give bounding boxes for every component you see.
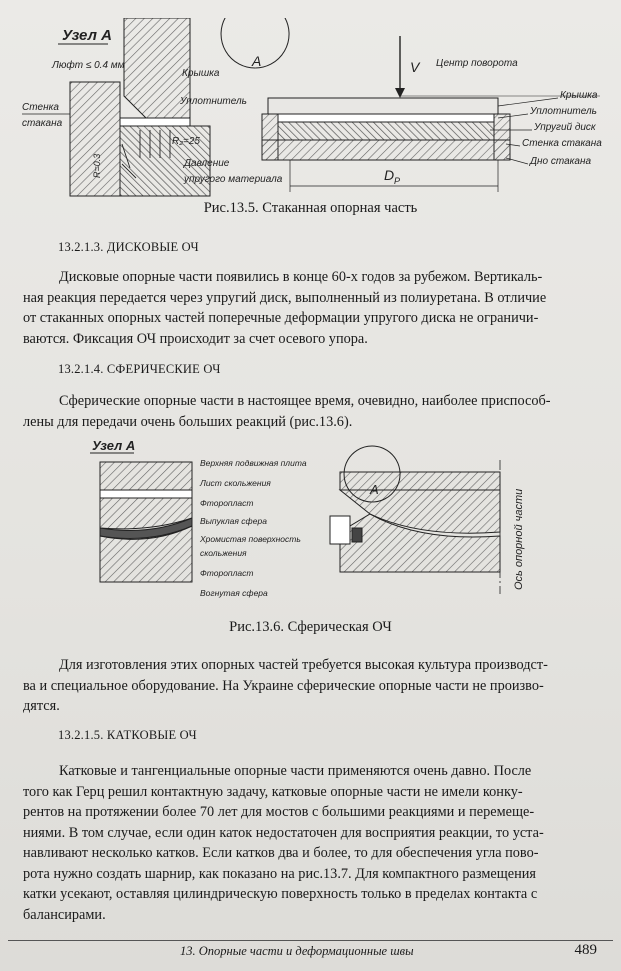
fig2-label-6: скольжения (200, 548, 247, 558)
fig1-a-label: A (252, 53, 262, 69)
section-spherical-heading: 13.2.1.4. СФЕРИЧЕСКИЕ ОЧ (58, 362, 221, 376)
fig1-v-label: V (410, 59, 420, 75)
fig2-label-1: Верхняя подвижная плита (200, 458, 307, 468)
section-disk-line-4: ваются. Фиксация ОЧ происходит за счет осевого упора. (23, 330, 368, 347)
fig1-cover-label: Крышка (560, 90, 598, 101)
fig1-left-label-1: Стенка (22, 102, 59, 113)
section-disk-text (23, 267, 601, 349)
fig1-center-label: Центр поворота (436, 58, 518, 69)
fig1-dp-label: D (384, 167, 395, 183)
fig2-node-label: Узел А (92, 438, 136, 453)
section-roller-line-4: ниями. В том случае, если один каток недостаточен для восприятия реакции, то уста- (23, 824, 544, 841)
section-disk-line-2: ная реакция передается через упругий диск, выполненный из полиуретана. В отличие (23, 289, 547, 306)
fig1-right-label-4: упругого материала (184, 174, 283, 185)
section-roller-line-6: рота нужно создать шарнир, как показано на рис.13.7. Для компактного размещения (23, 865, 536, 882)
fig2-label-4: Выпуклая сфера (200, 516, 267, 526)
page-number: 489 (574, 942, 597, 958)
section-spherical-2-line-1: Для изготовления этих опорных частей требуется высокая культура производст- (59, 657, 548, 673)
fig1-wall-label: Стенка стакана (522, 138, 602, 149)
section-roller-line-7: катки усекают, оставляя цилиндрическую поверхность только в пределах контакта с (23, 886, 538, 902)
fig2-a-label: A (370, 482, 379, 497)
section-roller-heading: 13.2.1.5. КАТКОВЫЕ ОЧ (58, 728, 197, 742)
fig1-gap-label: Люфт ≤ 0.4 мм (52, 60, 125, 71)
fig1-left-label-2: стакана (22, 118, 63, 129)
fig1-right-label-3: Давление (184, 158, 230, 169)
figure-13-5 (0, 18, 621, 198)
section-roller-line-1: Катковые и тангенциальные опорные части применяются очень давно. После (59, 763, 532, 779)
fig1-seal-label: Уплотнитель (530, 106, 597, 117)
section-roller-line-3: рентов на протяжении более 70 лет для мостов с большими реакциями и перемеще- (23, 804, 535, 820)
fig1-node-label: Узел А (62, 27, 112, 44)
figure-13-5-caption: Рис.13.5. Стаканная опорная часть (203, 200, 418, 216)
fig2-label-2: Лист скольжения (200, 478, 271, 488)
section-roller-line-8: балансирами. (23, 906, 106, 923)
footer-divider (8, 940, 613, 941)
section-spherical-2-line-3: дятся. (23, 698, 60, 714)
fig1-bottom-label: Дно стакана (530, 156, 592, 167)
fig1-dp-sub: P (394, 176, 401, 186)
figure-13-6-caption: Рис.13.6. Сферическая ОЧ (229, 619, 392, 635)
fig2-label-3: Фторопласт (200, 498, 254, 508)
fig1-right-label-2: Уплотнитель (180, 96, 247, 107)
fig2-axis-label: Ось опорной части (513, 488, 525, 590)
section-disk-line-1: Дисковые опорные части появились в конце 60-х годов за рубежом. Вертикаль- (59, 269, 543, 285)
section-spherical-2-line-2: ва и специальное оборудование. На Украине сферические опорные части не произво- (23, 677, 544, 694)
section-disk-line-3: от стаканных опорных частей поперечные деформации упругого диска не ограничи- (23, 310, 539, 326)
section-roller-text (23, 761, 601, 925)
section-spherical-line-1: Сферические опорные части в настоящее время, очевидно, наиболее приспособ- (59, 393, 551, 409)
section-spherical-text (23, 391, 601, 432)
section-roller-line-2: того как Герц решил контактную задачу, катковые опорные части не имели конку- (23, 783, 523, 800)
fig1-radius-large: R₂=25 (172, 136, 200, 147)
fig1-right-label-1: Крышка (182, 68, 220, 79)
footer-title: 13. Опорные части и деформационные швы (180, 944, 414, 958)
section-spherical-line-2: лены для передачи очень больших реакций (рис.13.6). (23, 413, 353, 430)
fig2-label-5: Хромистая поверхность (200, 534, 301, 544)
section-spherical-text-2 (23, 655, 601, 717)
fig2-label-8: Вогнутая сфера (200, 588, 268, 598)
fig1-disk-label: Упругий диск (534, 122, 596, 133)
fig2-label-7: Фторопласт (200, 568, 254, 578)
section-disk-heading: 13.2.1.3. ДИСКОВЫЕ ОЧ (58, 240, 199, 254)
section-roller-line-5: навливают несколько катков. Если катков два и более, то для обеспечения угла пово- (23, 845, 539, 861)
figure-13-6 (0, 432, 621, 614)
fig1-radius-small: R=0.3 (92, 153, 102, 178)
